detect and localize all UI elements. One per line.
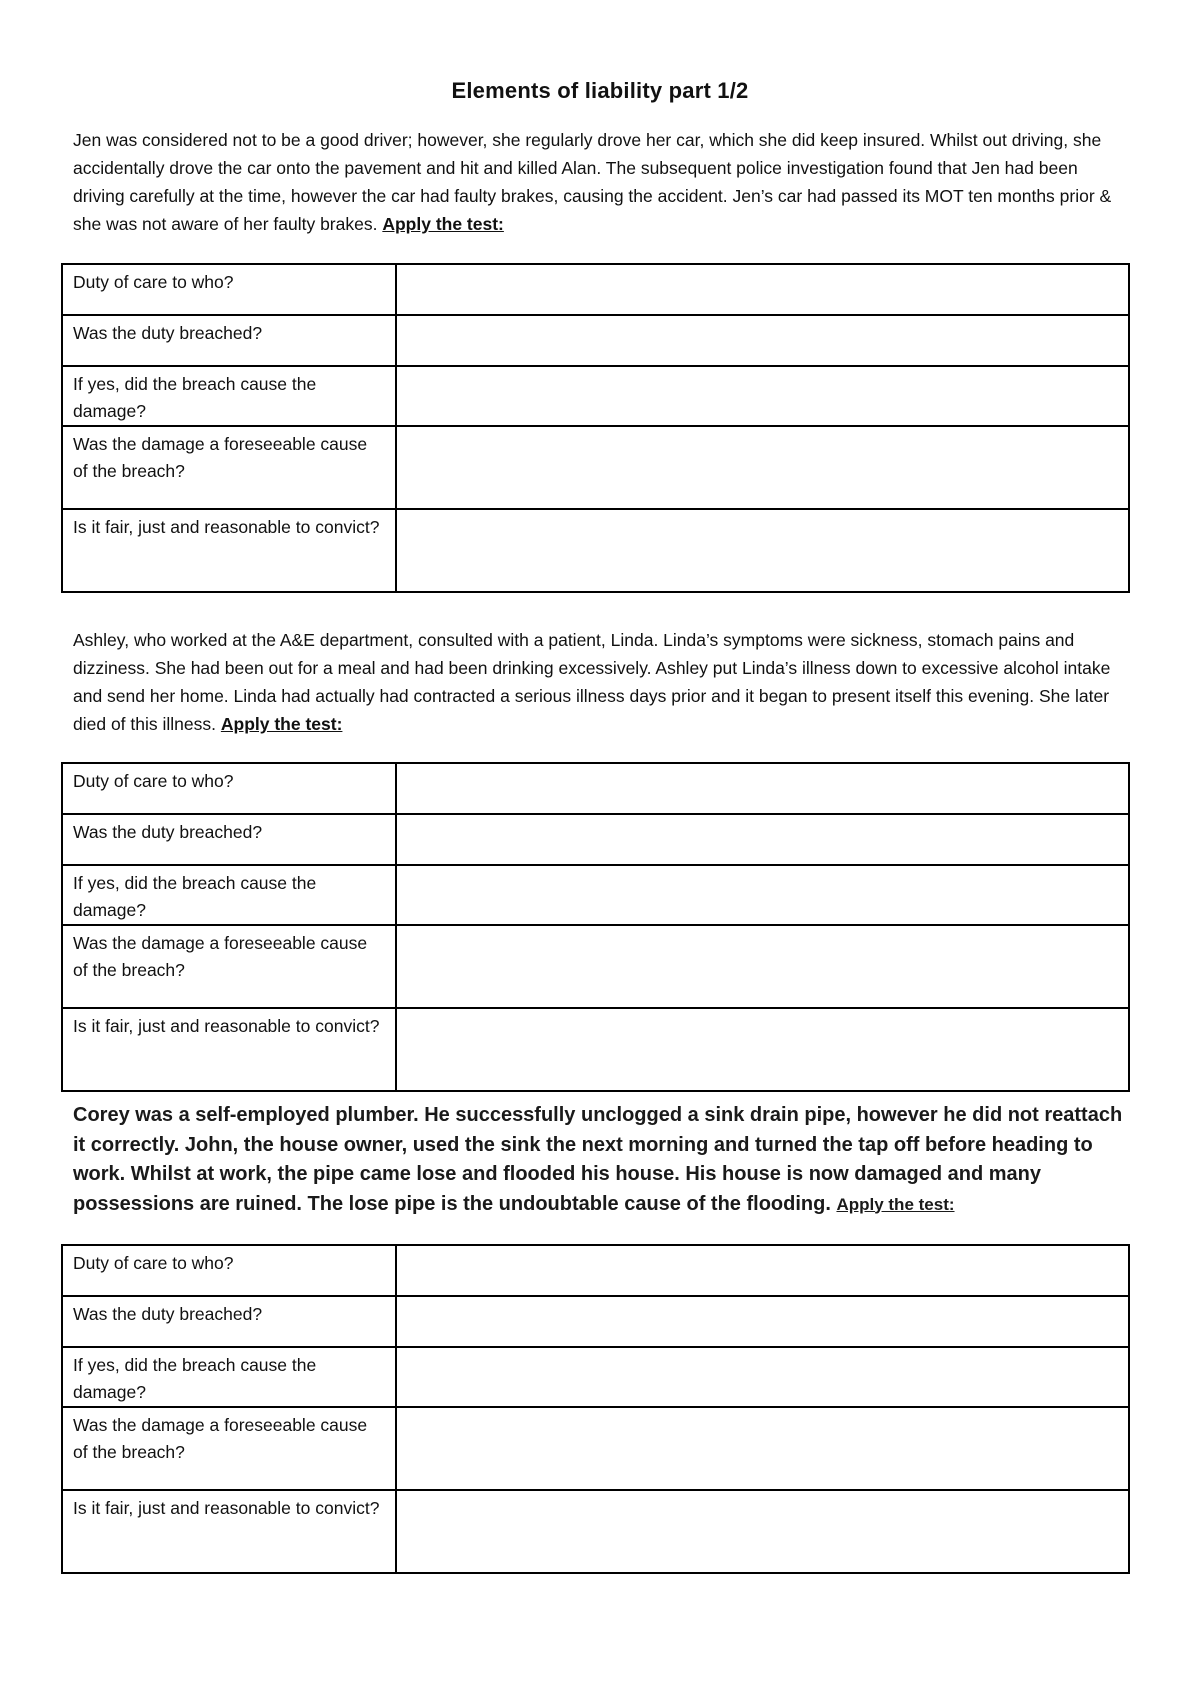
- question-cell: If yes, did the breach cause the damage?: [62, 865, 396, 925]
- answer-cell[interactable]: [396, 1407, 1129, 1490]
- answer-cell[interactable]: [396, 925, 1129, 1008]
- scenario-1-apply-label: Apply the test:: [382, 214, 504, 234]
- answer-cell[interactable]: [396, 1490, 1129, 1573]
- liability-table-2: [61, 762, 1130, 1092]
- question-cell: Is it fair, just and reasonable to convict?: [62, 1490, 396, 1573]
- question-cell: Was the damage a foreseeable cause of the breach?: [62, 1407, 396, 1490]
- table-row: [62, 865, 1129, 925]
- answer-cell[interactable]: [396, 1008, 1129, 1091]
- table-row: [62, 925, 1129, 1008]
- liability-table-3: [61, 1244, 1130, 1574]
- question-cell: If yes, did the breach cause the damage?: [62, 1347, 396, 1407]
- scenario-2-body: Ashley, who worked at the A&E department, consulted with a patient, Linda. Linda’s symptoms were sickness, stomach pains and dizziness. She had been out for a meal and had been drinking excessively. Ashley put Linda’s illness down to excessive alcohol intake and send her home. Linda had actually had contracted a serious illness days prior and it began to present itself this evening. She later died of this illness.: [73, 630, 1111, 734]
- table-row: [62, 763, 1129, 814]
- answer-cell[interactable]: [396, 814, 1129, 865]
- answer-cell[interactable]: [396, 865, 1129, 925]
- question-cell: Was the duty breached?: [62, 814, 396, 865]
- question-cell: Was the duty breached?: [62, 1296, 396, 1347]
- table-row: [62, 264, 1129, 315]
- scenario-2-text: [73, 626, 1133, 738]
- question-cell: Was the damage a foreseeable cause of the breach?: [62, 925, 396, 1008]
- question-cell: Is it fair, just and reasonable to convict?: [62, 509, 396, 592]
- table-row: [62, 1407, 1129, 1490]
- table-row: [62, 315, 1129, 366]
- scenario-3-apply-label: Apply the test:: [836, 1194, 955, 1214]
- table-row: [62, 814, 1129, 865]
- answer-cell[interactable]: [396, 763, 1129, 814]
- scenario-3-body: Corey was a self-employed plumber. He successfully unclogged a sink drain pipe, however he did not reattach it correctly. John, the house owner, used the sink the next morning and turned the tap off before heading to work. Whilst at work, the pipe came lose and flooded his house. His house is now damaged and many possessions are ruined. The lose pipe is the undoubtable cause of the flooding.: [73, 1104, 1123, 1215]
- scenario-1-text: [73, 126, 1133, 238]
- table-row: [62, 1245, 1129, 1296]
- page-title: Elements of liability part 1/2: [451, 78, 749, 103]
- question-cell: Duty of care to who?: [62, 1245, 396, 1296]
- table-row: [62, 366, 1129, 426]
- answer-cell[interactable]: [396, 1245, 1129, 1296]
- answer-cell[interactable]: [396, 366, 1129, 426]
- table-row: [62, 1347, 1129, 1407]
- question-cell: If yes, did the breach cause the damage?: [62, 366, 396, 426]
- answer-cell[interactable]: [396, 315, 1129, 366]
- liability-table-1: [61, 263, 1130, 593]
- question-cell: Is it fair, just and reasonable to convict?: [62, 1008, 396, 1091]
- answer-cell[interactable]: [396, 426, 1129, 509]
- question-cell: Duty of care to who?: [62, 763, 396, 814]
- table-row: [62, 1008, 1129, 1091]
- question-cell: Was the duty breached?: [62, 315, 396, 366]
- answer-cell[interactable]: [396, 509, 1129, 592]
- table-row: [62, 509, 1129, 592]
- scenario-3-text: [73, 1101, 1133, 1219]
- answer-cell[interactable]: [396, 264, 1129, 315]
- table-row: [62, 1490, 1129, 1573]
- scenario-2-apply-label: Apply the test:: [220, 714, 343, 734]
- question-cell: Was the damage a foreseeable cause of the breach?: [62, 426, 396, 509]
- answer-cell[interactable]: [396, 1347, 1129, 1407]
- table-row: [62, 426, 1129, 509]
- answer-cell[interactable]: [396, 1296, 1129, 1347]
- table-row: [62, 1296, 1129, 1347]
- question-cell: Duty of care to who?: [62, 264, 396, 315]
- scenario-1-body: Jen was considered not to be a good driver; however, she regularly drove her car, which she did keep insured. Whilst out driving, she accidentally drove the car onto the pavement and hit and killed Alan. The subsequent police investigation found that Jen had been driving carefully at the time, however the car had faulty brakes, causing the accident. Jen’s car had passed its MOT ten months prior & she was not aware of her faulty brakes.: [73, 130, 1112, 234]
